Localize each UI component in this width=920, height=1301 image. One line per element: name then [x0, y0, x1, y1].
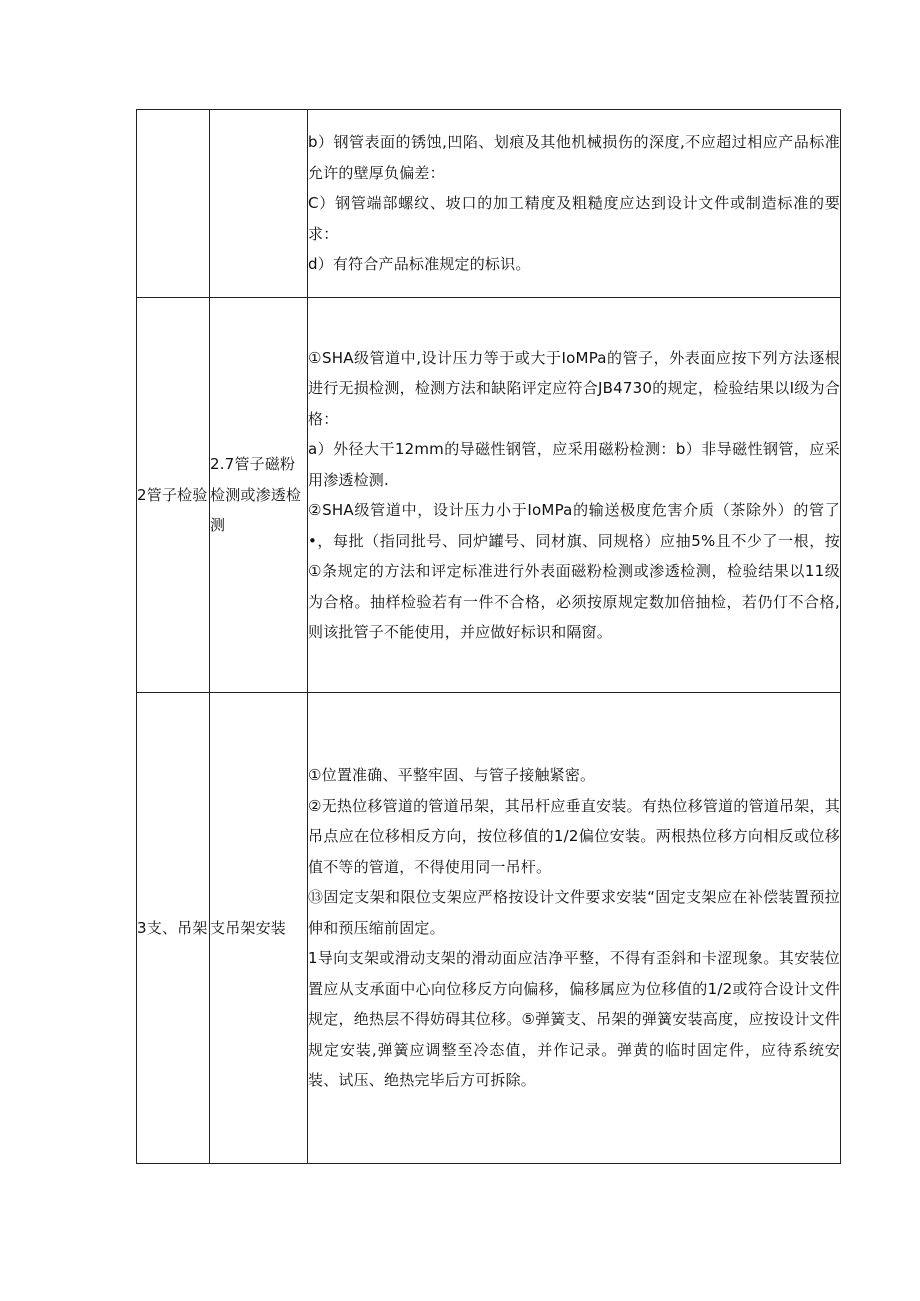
item-cell	[210, 110, 308, 298]
content-cell	[308, 693, 841, 1164]
table-row	[137, 693, 841, 1164]
category-cell	[137, 110, 210, 298]
item-cell: 2.7管子磁粉检测或渗透检测	[210, 298, 308, 693]
content-paragraph: d）有符合产品标准规定的标识。	[308, 255, 531, 274]
category-cell: 3支、吊架	[137, 693, 210, 1164]
content-paragraph: ⑬固定支架和限位支架应严格按设计文件要求安装“固定支架应在补偿装置预拉伸和预压缩前固定。	[308, 888, 840, 937]
content-paragraph: ①位置准确、平整牢固、与管子接触紧密。	[308, 766, 596, 785]
content-cell	[308, 110, 841, 298]
table-row	[137, 110, 841, 298]
content-paragraph: ①SHA级管道中,设计压力等于或大于IoMPa的管子，外表面应按下列方法逐根进行无损检测，检测方法和缺陷评定应符合JB4730的规定，检验结果以I级为合格：	[308, 348, 840, 428]
content-paragraph: b）钢管表面的锈蚀,凹陷、划痕及其他机械损伤的深度,不应超过相应产品标准允许的壁厚负偏差：	[308, 133, 840, 182]
content-cell	[308, 298, 841, 693]
category-cell: 2管子检验	[137, 298, 210, 693]
content-paragraph: C）钢管端部螺纹、坡口的加工精度及粗糙度应达到设计文件或制造标准的要求：	[308, 194, 840, 243]
content-paragraph: ②SHA级管道中，设计压力小于IoMPa的输送极度危害介质（茶除外）的管了•，每批（指同批号、同炉罐号、同材旗、同规格）应抽5%且不少了一根，按①条规定的方法和评定标准进行外表面磁粉检测或渗透检测，检验结果以11级为合格。抽样检验若有一件不合格，必须按原规定数加倍抽检，若仍仃不合格,则该批管子不能使用，并应做好标识和隔窗。	[308, 501, 840, 641]
item-cell: 支吊架安装	[210, 693, 308, 1164]
table-row	[137, 298, 841, 693]
content-paragraph: ②无热位移管道的管道吊架，其吊杆应垂直安装。有热位移管道的管道吊架，其吊点应在位移相反方向，按位移值的1/2偏位安装。两根热位移方向相反或位移值不等的管道，不得使用同一吊杆。	[308, 796, 840, 876]
content-paragraph: 1导向支架或滑动支架的滑动面应洁净平整，不得有歪斜和卡涩现象。其安装位置应从支承面中心向位移反方向偏移，偏移属应为位移值的1/2或符合设计文件规定，绝热层不得妨碍其位移。⑤弹簧支、吊架的弹簧安装高度，应按设计文件规定安装,弹簧应调整至冷态值，并作记录。弹黄的临时固定件，应待系统安装、试压、绝热完毕后方可拆除。	[308, 949, 840, 1090]
inspection-table	[136, 109, 841, 1164]
content-paragraph: a）外径大干12mm的导磁性钢管，应采用磁粉检测：b）非导磁性钢管，应采用渗透检测.	[308, 440, 840, 489]
